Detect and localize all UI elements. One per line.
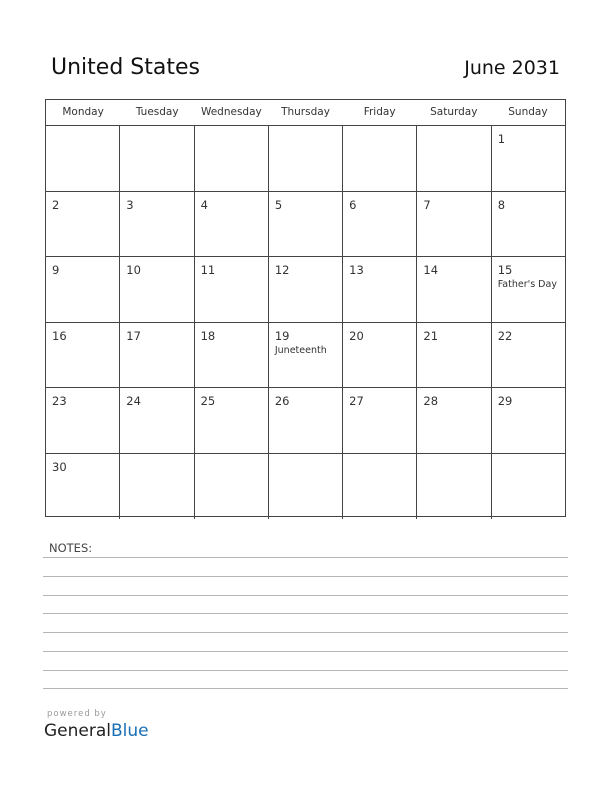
day-cell[interactable] (269, 454, 343, 520)
day-cell[interactable] (343, 454, 417, 520)
day-cell[interactable] (269, 192, 343, 257)
day-number: 17 (126, 328, 141, 343)
day-cell[interactable] (343, 126, 417, 191)
day-cell[interactable] (46, 257, 120, 322)
day-cell[interactable] (492, 454, 565, 520)
day-cell[interactable] (120, 126, 194, 191)
weekday-label: Friday (363, 106, 396, 118)
week-row (46, 192, 565, 258)
day-number: 11 (200, 263, 216, 277)
note-line (43, 576, 568, 577)
day-number: 21 (423, 328, 439, 343)
day-cell[interactable] (417, 126, 491, 191)
day-number: 9 (52, 263, 60, 277)
day-cell[interactable] (195, 388, 269, 453)
day-cell[interactable] (120, 323, 194, 388)
weekday-label: Wednesday (200, 106, 262, 118)
day-cell[interactable] (343, 257, 417, 322)
note-line (43, 595, 568, 596)
day-number: 28 (423, 394, 439, 408)
day-number: 30 (52, 459, 67, 474)
day-cell[interactable] (417, 388, 491, 453)
day-number: 23 (52, 394, 67, 408)
week-row (46, 323, 565, 389)
day-cell[interactable] (492, 126, 565, 191)
note-line (43, 670, 568, 671)
day-cell[interactable] (120, 388, 194, 453)
day-number: 26 (274, 394, 290, 408)
day-cell[interactable] (417, 192, 491, 257)
day-cell[interactable] (195, 454, 269, 520)
day-cell[interactable] (195, 126, 269, 191)
day-number: 27 (349, 394, 364, 408)
day-cell[interactable] (120, 454, 194, 520)
month-year-title: June 2031 (464, 57, 560, 79)
day-number: 25 (200, 394, 216, 408)
day-cell[interactable] (343, 323, 417, 388)
powered-by-text: powered by (47, 709, 107, 719)
day-cell[interactable] (343, 388, 417, 453)
week-row (46, 126, 565, 192)
brand-logo[interactable] (44, 721, 149, 741)
notes-label: NOTES: (49, 541, 93, 555)
day-number: 19 (274, 328, 290, 343)
note-line (43, 557, 568, 558)
note-line (43, 688, 568, 689)
day-number: 13 (349, 263, 364, 277)
day-number: 14 (423, 263, 439, 277)
day-number: 18 (200, 328, 216, 343)
weekday-label: Sunday (508, 106, 548, 118)
day-cell[interactable] (417, 454, 491, 520)
day-number: 15 (497, 263, 513, 277)
day-number: 22 (497, 328, 513, 343)
day-cell[interactable] (46, 126, 120, 191)
day-cell[interactable] (269, 323, 343, 388)
weekday-label: Thursday (281, 106, 330, 118)
note-line (43, 651, 568, 652)
weekday-label: Tuesday (135, 106, 179, 118)
week-row (46, 388, 565, 454)
day-cell[interactable] (417, 257, 491, 322)
day-cell[interactable] (195, 323, 269, 388)
day-cell[interactable] (417, 323, 491, 388)
day-number: 20 (349, 328, 364, 343)
country-title: United States (51, 55, 200, 80)
day-cell[interactable] (269, 126, 343, 191)
calendar-grid (45, 99, 566, 517)
day-cell[interactable] (492, 388, 565, 453)
day-cell[interactable] (269, 257, 343, 322)
week-row (46, 454, 565, 520)
day-number: 4 (200, 197, 208, 212)
holiday-label: Juneteenth (274, 344, 327, 356)
day-number: 12 (274, 263, 290, 277)
day-number: 5 (274, 197, 283, 212)
day-number: 7 (423, 197, 431, 212)
brand-general: General (44, 721, 111, 741)
day-cell[interactable] (120, 257, 194, 322)
day-number: 6 (349, 197, 357, 212)
day-number: 1 (497, 132, 506, 146)
day-number: 2 (52, 197, 60, 212)
day-cell[interactable] (195, 192, 269, 257)
weekday-header (46, 100, 565, 126)
day-number: 29 (497, 394, 513, 408)
day-cell[interactable] (195, 257, 269, 322)
day-cell[interactable] (269, 388, 343, 453)
day-cell[interactable] (46, 388, 120, 453)
note-line (43, 632, 568, 633)
day-cell[interactable] (46, 454, 120, 520)
day-cell[interactable] (46, 192, 120, 257)
week-row (46, 257, 565, 323)
day-cell[interactable] (492, 323, 565, 388)
day-number: 8 (497, 197, 506, 212)
day-cell[interactable] (492, 192, 565, 257)
day-cell[interactable] (120, 192, 194, 257)
weekday-label: Saturday (430, 106, 478, 118)
weekday-label: Monday (62, 106, 104, 118)
day-number: 3 (126, 197, 134, 212)
day-cell[interactable] (492, 257, 565, 322)
brand-blue: Blue (111, 721, 149, 741)
day-number: 10 (126, 263, 141, 277)
holiday-label: Father's Day (497, 279, 557, 290)
day-cell[interactable] (46, 323, 120, 388)
day-number: 24 (126, 394, 141, 408)
note-line (43, 613, 568, 614)
day-cell[interactable] (343, 192, 417, 257)
day-number: 16 (52, 328, 67, 343)
